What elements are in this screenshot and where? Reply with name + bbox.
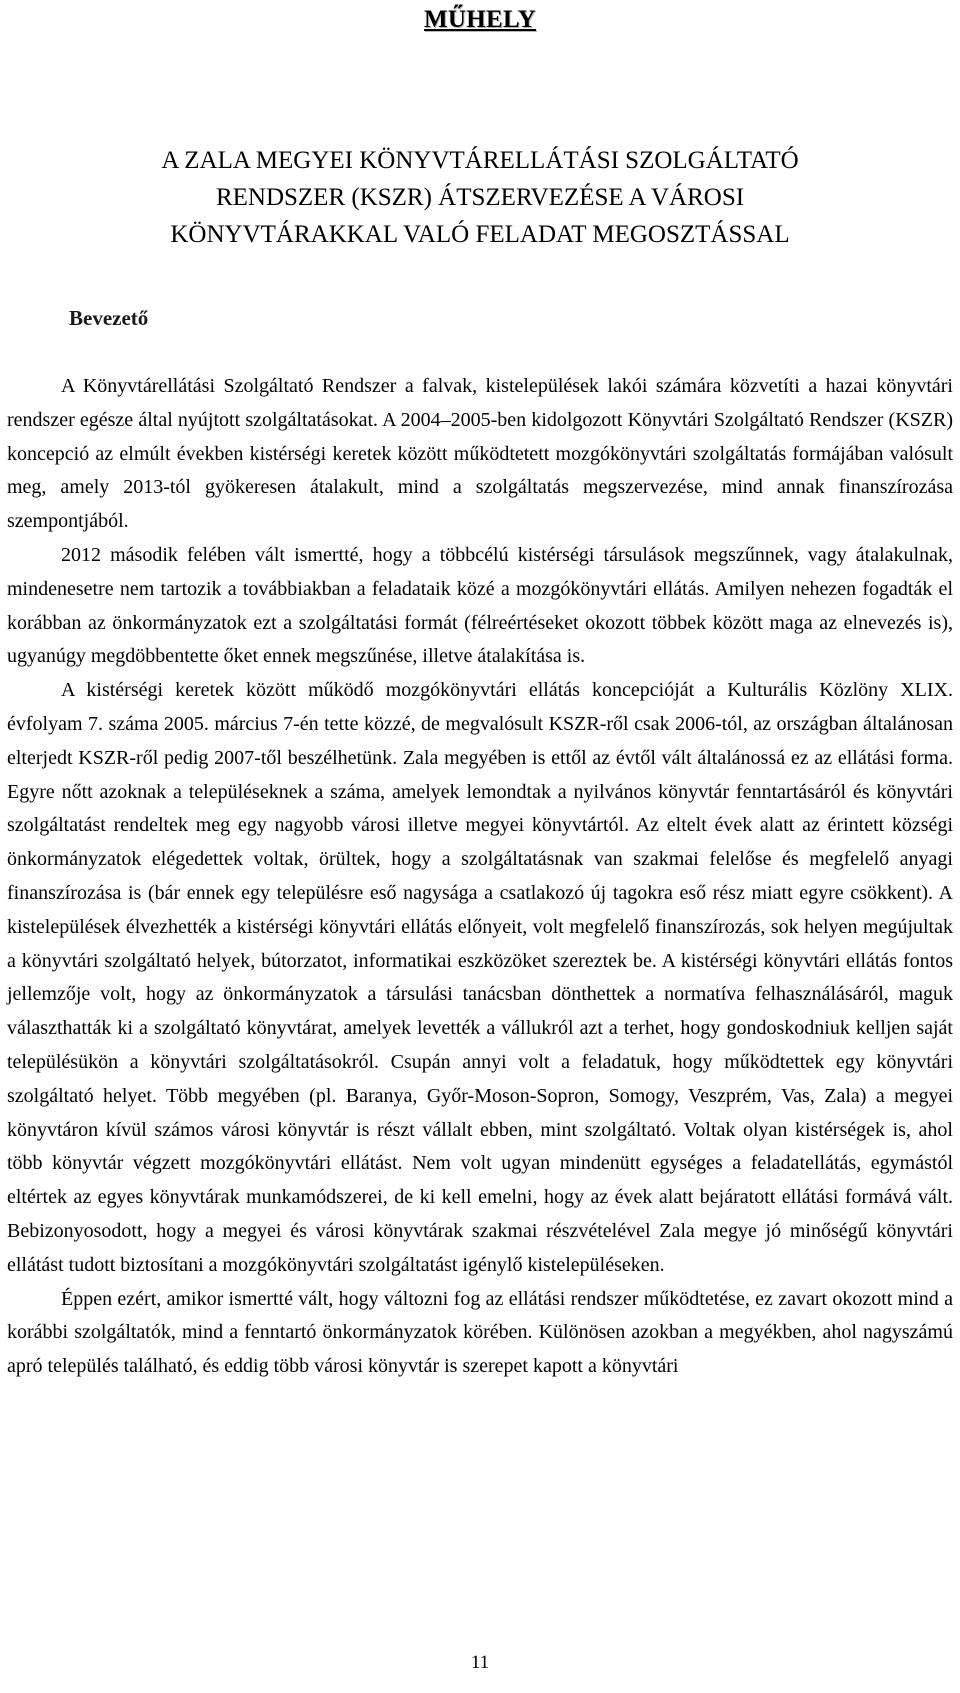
section-subheading: Bevezető [69, 306, 149, 330]
article-body [7, 370, 953, 1384]
article-title-line: A ZALA MEGYEI KÖNYVTÁRELLÁTÁSI SZOLGÁLTATÓ [161, 147, 799, 174]
article-title [7, 142, 953, 253]
body-paragraph: A Könyvtárellátási Szolgáltató Rendszer a falvak, kistelepülések lakói számára közvetíti a hazai könyvtári rendszer egésze által nyújtott szolgáltatásokat. A 2004–2005-ben kidolgozott Könyvtári Szolgáltató Rendszer (KSZR) koncepció az elmúlt években kistérségi keretek között működtetett mozgókönyvtári szolgáltatás formájában valósult meg, amely 2013-tól gyökeresen átalakult, mind a szolgáltatás megszervezése, mind annak finanszírozása szempontjából. [7, 375, 953, 533]
body-paragraph: A kistérségi keretek között működő mozgókönyvtári ellátás koncepcióját a Kulturális Közlöny XLIX. évfolyam 7. száma 2005. március 7-én tette közzé, de megvalósult KSZR-ről csak 2006-tól, az országban általánosan elterjedt KSZR-ről pedig 2007-től beszélhetünk. Zala megyében is ettől az évtől vált általánossá ez az ellátási forma. Egyre nőtt azoknak a településeknek a száma, amelyek lemondtak a nyilvános könyvtár fenntartásáról és könyvtári szolgáltatást rendeltek meg egy nagyobb városi illetve megyei könyvtártól. Az eltelt évek alatt az érintett községi önkormányzatok elégedettek voltak, örültek, hogy a szolgáltatásnak van szakmai felelőse és megfelelő anyagi finanszírozása is (bár ennek egy településre eső nagysága a csatlakozó új tagokra eső rész miatt egyre csökkent). A kistelepülések élvezhették a kistérségi könyvtári ellátás előnyeit, volt megfelelő finanszírozás, sok helyen megújultak a könyvtári szolgáltató helyek, bútorzatot, informatikai eszközöket szereztek be. A kistérségi könyvtári ellátás fontos jellemzője volt, hogy az önkormányzatok a társulási tanácsban dönthettek a normatíva felhasználásáról, maguk választhatták ki a szolgáltató könyvtárat, amelyek levették a vállukról azt a terhet, hogy gondoskodniuk kelljen saját településükön a könyvtári szolgáltatásokról. Csupán annyi volt a feladatuk, hogy működtettek egy könyvtári szolgáltató helyet. Több megyében (pl. Baranya, Győr-Moson-Sopron, Somogy, Veszprém, Vas, Zala) a megyei könyvtáron kívül számos városi könyvtár is részt vállalt ebben, mint szolgáltató. Voltak olyan kistérségek is, ahol több könyvtár végzett mozgókönyvtári ellátást. Nem volt ugyan mindenütt egységes a feladatellátás, egymástól eltértek az egyes könyvtárak munkamódszerei, de ki kell emelni, hogy az évek alatt bejáratott ellátási formává vált. Bebizonyosodott, hogy a megyei és városi könyvtárak szakmai részvételével Zala megye jó minőségű könyvtári ellátást tudott biztosítani a mozgókönyvtári szolgáltatást igénylő kistelepüléseken. [7, 679, 953, 1276]
section-label: MŰHELY [423, 6, 536, 33]
page-number: 11 [470, 1652, 490, 1673]
body-paragraph: Éppen ezért, amikor ismertté vált, hogy változni fog az ellátási rendszer működtetése, ez zavart okozott mind a korábbi szolgáltatók, mind a fenntartó önkormányzatok körében. Különösen azokban a megyékben, ahol nagyszámú apró település található, és eddig több városi könyvtár is szerepet kapott a könyvtári [7, 1287, 953, 1378]
article-title-line: KÖNYVTÁRAKKAL VALÓ FELADAT MEGOSZTÁSSAL [170, 221, 790, 248]
document-page [7, 0, 953, 1693]
article-title-line: RENDSZER (KSZR) ÁTSZERVEZÉSE A VÁROSI [215, 184, 745, 211]
body-paragraph: 2012 második felében vált ismertté, hogy a többcélú kistérségi társulások megszűnnek, vagy átalakulnak, mindenesetre nem tartozik a továbbiakban a feladataik közé a mozgókönyvtári ellátás. Amilyen nehezen fogadták el korábban az önkormányzatok ezt a szolgáltatási formát (félreértéseket okozott többek között maga az elnevezés is), ugyanúgy megdöbbentette őket ennek megszűnése, illetve átalakítása is. [7, 543, 953, 668]
